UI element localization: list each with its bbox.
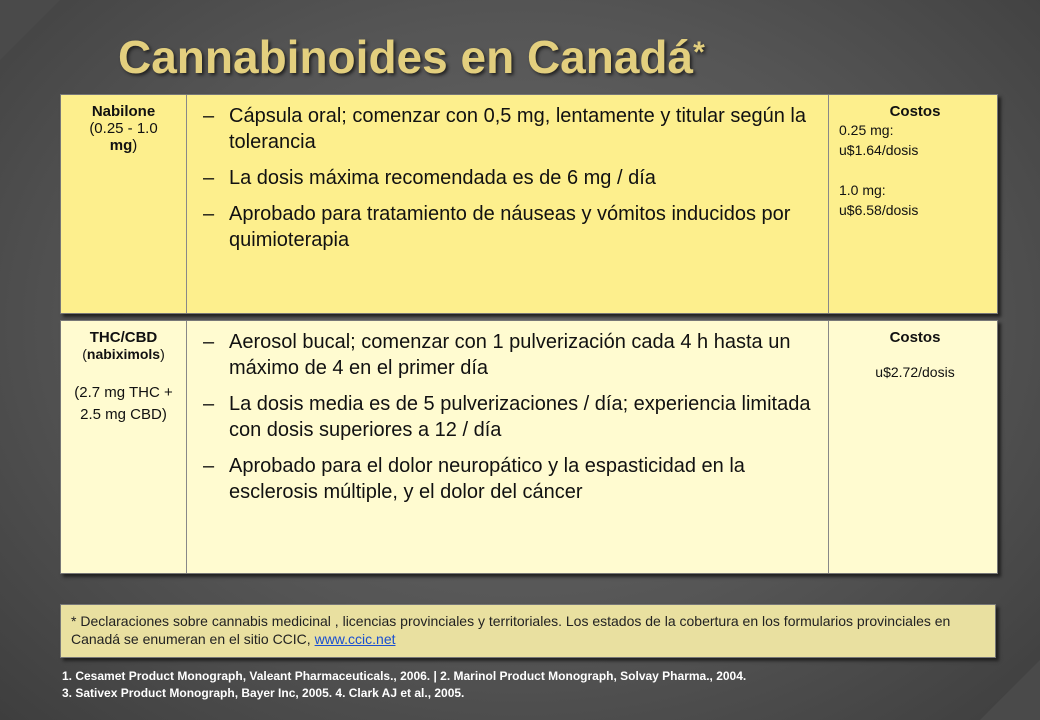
nabilone-cost-line: u$1.64/dosis — [839, 142, 919, 158]
nabilone-cost-line: u$6.58/dosis — [839, 202, 919, 218]
subname-prefix: ( — [82, 346, 87, 362]
slide-title — [118, 30, 705, 84]
ccic-link[interactable]: www.ccic.net — [314, 631, 396, 647]
nabilone-bullet — [203, 165, 818, 191]
bullet-dash: – — [203, 105, 215, 127]
nabilone-bullet-text: La dosis máxima recomendada es de 6 mg / día — [229, 167, 656, 189]
thc-cbd-bullet-text: Aprobado para el dolor neuropático y la espasticidad en la esclerosis múltiple, y el dolor del cáncer — [229, 455, 745, 503]
title-footnote-star: * — [693, 36, 705, 69]
nabilone-range-unit: mg — [109, 137, 133, 154]
reference-line: 3. Sativex Product Monograph, Bayer Inc, 2005. 4. Clark AJ et al., 2005. — [62, 686, 465, 700]
bullet-dash: – — [203, 203, 215, 225]
nabilone-bullet — [203, 103, 818, 155]
footnote-text: * Declaraciones sobre cannabis medicinal , licencias provinciales y territoriales. Los estados de la cobertura en los formularios provinciales en Canadá se enumeran en el sitio CCIC, — [71, 613, 951, 647]
nabilone-details-cell — [187, 95, 829, 313]
nabilone-bullet-text: Cápsula oral; comenzar con 0,5 mg, lentamente y titular según la tolerancia — [229, 105, 806, 153]
thc-cbd-bullet-text: Aerosol bucal; comenzar con 1 pulverización cada 4 h hasta un máximo de 4 en el primer día — [229, 331, 791, 379]
thc-cbd-bullet-text: La dosis media es de 5 pulverizaciones / día; experiencia limitada con dosis superiores a 12 / día — [229, 393, 811, 441]
thc-cbd-bullet — [203, 329, 818, 381]
nabilone-dose-range — [61, 120, 186, 154]
corner-decoration-top-left — [0, 0, 60, 60]
slide-title-text: Cannabinoides en Canadá — [118, 31, 694, 83]
thc-cbd-cost-cell — [829, 321, 997, 573]
thc-cbd-bullet — [203, 453, 818, 505]
thc-cbd-cost-value: u$2.72/dosis — [875, 364, 955, 380]
thc-cbd-details-cell — [187, 321, 829, 573]
references — [62, 668, 746, 702]
nabilone-bullet-text: Aprobado para tratamiento de náuseas y vómitos inducidos por quimioterapia — [229, 203, 791, 251]
corner-decoration-bottom-right — [980, 660, 1040, 720]
footnote-box — [60, 604, 996, 658]
nabilone-drug-cell — [61, 95, 187, 313]
nabilone-range-suffix: ) — [132, 137, 138, 154]
reference-line: 1. Cesamet Product Monograph, Valeant Pharmaceuticals., 2006. | 2. Marinol Product Monograph, Solvay Pharma., 2004. — [62, 669, 747, 683]
thc-cbd-panel — [60, 320, 998, 574]
thc-cbd-composition: (2.7 mg THC + 2.5 mg CBD) — [74, 384, 173, 423]
thc-cbd-cost-title: Costos — [889, 329, 941, 346]
bullet-dash: – — [203, 167, 215, 189]
thc-cbd-drug-name: THC/CBD — [89, 329, 158, 346]
nabiximols-label: nabiximols — [86, 346, 161, 362]
nabilone-cost-cell — [829, 95, 997, 313]
subname-suffix: ) — [160, 346, 165, 362]
nabilone-cost-line: 0.25 mg: — [839, 122, 894, 138]
nabilone-cost-title: Costos — [889, 103, 941, 120]
nabilone-panel — [60, 94, 998, 314]
nabilone-cost-line: 1.0 mg: — [839, 182, 886, 198]
bullet-dash: – — [203, 331, 215, 353]
thc-cbd-bullet — [203, 391, 818, 443]
thc-cbd-subname — [61, 346, 186, 362]
nabilone-cost-spacer — [839, 160, 991, 180]
thc-cbd-drug-cell — [61, 321, 187, 573]
bullet-dash: – — [203, 455, 215, 477]
bullet-dash: – — [203, 393, 215, 415]
nabilone-drug-name: Nabilone — [91, 103, 156, 120]
nabilone-bullet — [203, 201, 818, 253]
nabilone-range-prefix: (0.25 - 1.0 — [89, 120, 158, 137]
